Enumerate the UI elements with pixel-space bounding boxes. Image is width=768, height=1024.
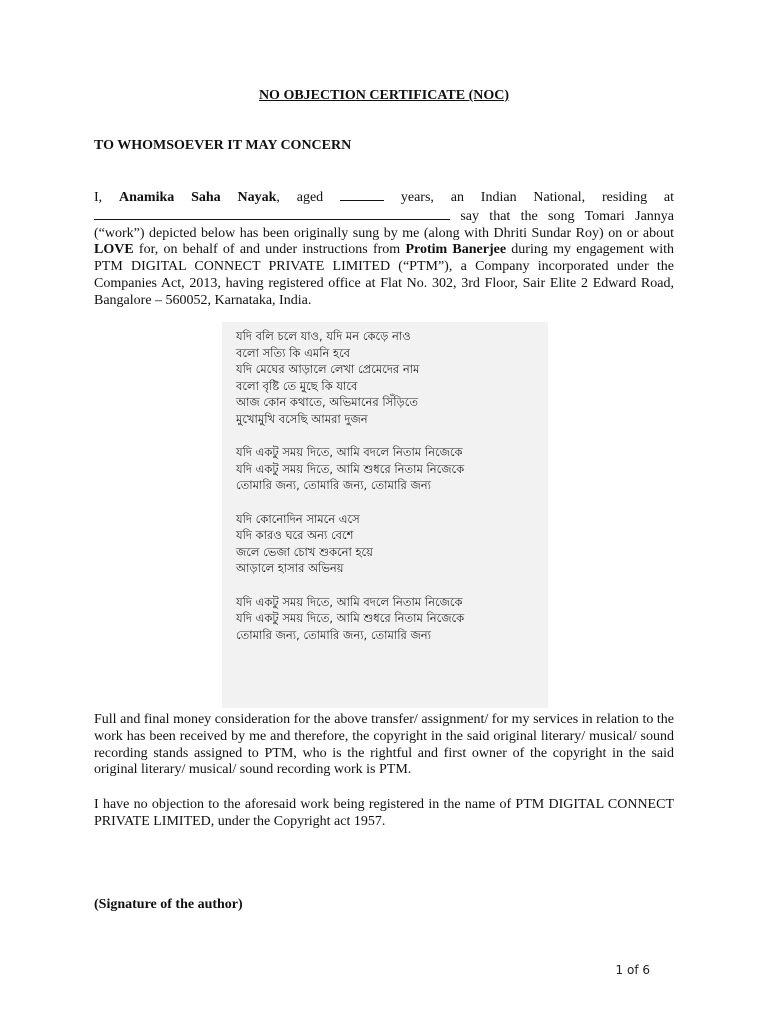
declaration-paragraph	[94, 188, 674, 310]
lyric-line: তোমারি জন্য, তোমারি জন্য, তোমারি জন্য	[236, 478, 431, 493]
lyric-line: আড়ালে হাসার অভিনয়	[236, 561, 344, 576]
lyrics-text	[236, 328, 464, 660]
para1-text-2: , aged	[276, 190, 341, 205]
lyric-line: বলো সত্যি কি এমনি হবে	[236, 345, 351, 360]
age-blank-line	[340, 188, 384, 201]
document-title: NO OBJECTION CERTIFICATE (NOC)	[258, 88, 510, 103]
lyrics-stanza-2	[236, 444, 464, 494]
para1-text-6: during my engagement with PTM DIGITAL CONNECT PRIVATE LIMITED (“PTM”), a Company incorporated under the Companies Act, 2013, having registered office at Flat No. 302, 3rd Floor, Sair Elite 2 Edward Road, Bangalore – 560052, Karnataka, India.	[94, 242, 675, 308]
lyrics-box	[222, 322, 548, 708]
lyric-line: যদি বলি চলে যাও, যদি মন কেড়ে নাও	[236, 329, 411, 343]
lyrics-stanza-4	[236, 594, 464, 644]
lyrics-stanza-1	[236, 328, 464, 428]
lyric-line: যদি মেঘের আড়ালে লেখা প্রেমেদের নাম	[236, 362, 420, 377]
lyric-line: যদি কারও ঘরে অন্য বেশে	[236, 528, 354, 543]
lyric-line: তোমারি জন্য, তোমারি জন্য, তোমারি জন্য	[236, 627, 431, 642]
lyric-line: যদি একটু সময় দিতে, আমি বদলে নিতাম নিজেকে	[236, 445, 463, 460]
lyric-line: মুখোমুখি বসেছি আমরা দুজন	[236, 411, 368, 426]
protim-name: Protim Banerjee	[405, 242, 507, 258]
lyric-line: বলো বৃষ্টি তে মুছে কি যাবে	[236, 378, 358, 393]
page-number: 1 of 6	[615, 963, 650, 977]
residence-blank-line	[94, 207, 450, 220]
para1-text-5: for, on behalf of and under instructions from	[133, 242, 406, 258]
salutation-heading: TO WHOMSOEVER IT MAY CONCERN	[94, 138, 352, 153]
love-term: LOVE	[94, 242, 134, 258]
no-objection-paragraph: I have no objection to the aforesaid work being registered in the name of PTM DIGITAL CONNECT PRIVATE LIMITED, under the Copyright act 1957.	[94, 797, 674, 829]
lyric-line: আজ কোন কথাতে, অভিমানের সিঁড়িতে	[236, 395, 418, 410]
author-name: Anamika Saha Nayak	[119, 190, 277, 205]
lyric-line: যদি কোনোদিন সামনে এসে	[236, 511, 360, 526]
signature-label: (Signature of the author)	[94, 897, 243, 912]
para1-text-3: years, an Indian National, residing at	[384, 190, 675, 205]
consideration-paragraph: Full and final money consideration for the above transfer/ assignment/ for my services in relation to the work has been received by me and therefore, the copyright in the said original literary/ musical/ sound recording stands assigned to PTM, who is the rightful and first owner of the copyright in the said original literary/ musical/ sound recording work is PTM.	[94, 712, 674, 778]
para1-text-4: say that the song Tomari Jannya (“work”) depicted below has been originally sung by me (along with Dhriti Sundar Roy) on or about	[94, 208, 674, 241]
lyric-line: জলে ভেজা চোখ শুকনো হয়ে	[236, 544, 373, 559]
lyric-line: যদি একটু সময় দিতে, আমি শুধরে নিতাম নিজেকে	[236, 611, 465, 626]
para1-text-1: I,	[94, 190, 120, 205]
lyrics-stanza-3	[236, 511, 464, 577]
lyric-line: যদি একটু সময় দিতে, আমি শুধরে নিতাম নিজেকে	[236, 461, 465, 476]
lyric-line: যদি একটু সময় দিতে, আমি বদলে নিতাম নিজেকে	[236, 594, 463, 609]
